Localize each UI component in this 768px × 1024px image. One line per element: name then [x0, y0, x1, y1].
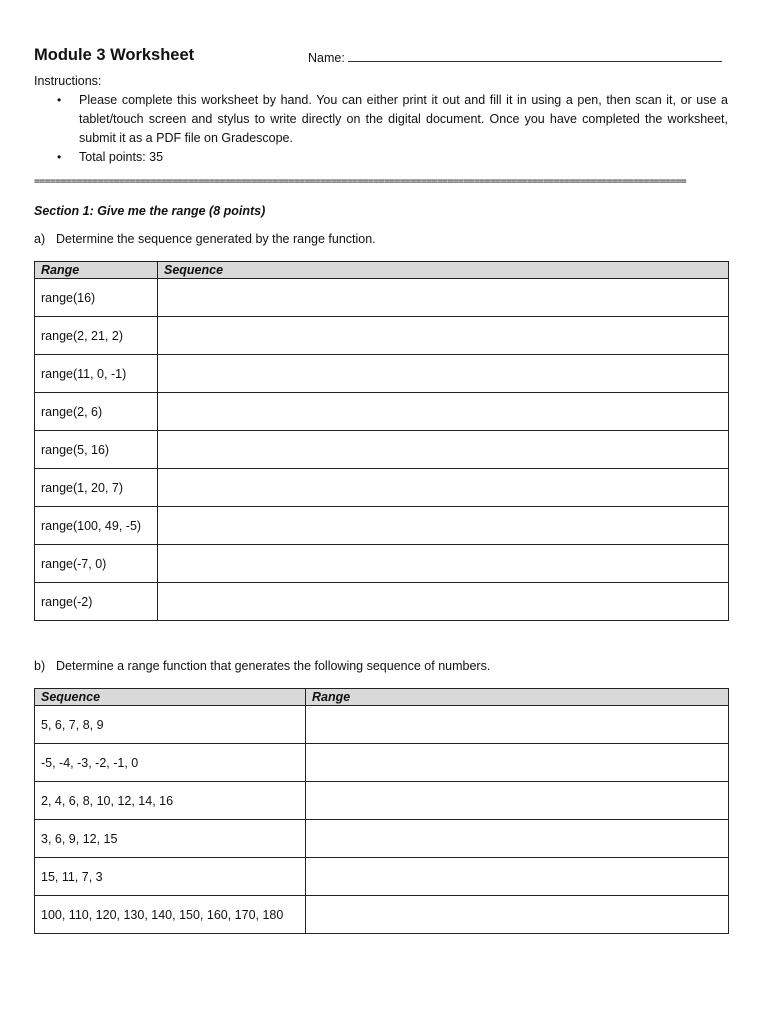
answer-cell[interactable]	[158, 507, 729, 545]
table-row	[35, 355, 729, 393]
table-row	[35, 507, 729, 545]
divider-line: ===========================================================================================================================	[34, 176, 686, 187]
sequence-to-range-table	[34, 688, 729, 934]
prompt-cell: range(-7, 0)	[35, 545, 158, 583]
prompt-cell: 2, 4, 6, 8, 10, 12, 14, 16	[35, 782, 306, 820]
table-row	[35, 820, 729, 858]
question-b-label: b)	[34, 659, 46, 673]
name-field	[308, 50, 722, 65]
prompt-cell: range(5, 16)	[35, 431, 158, 469]
answer-cell[interactable]	[158, 469, 729, 507]
section-title: Section 1: Give me the range (8 points)	[34, 204, 266, 218]
name-blank-line	[348, 50, 722, 62]
prompt-cell: range(1, 20, 7)	[35, 469, 158, 507]
prompt-cell: -5, -4, -3, -2, -1, 0	[35, 744, 306, 782]
answer-cell[interactable]	[158, 317, 729, 355]
instructions-list	[34, 91, 728, 167]
answer-cell[interactable]	[158, 393, 729, 431]
worksheet-page	[34, 46, 728, 934]
column-header-sequence: Sequence	[158, 262, 729, 279]
answer-cell[interactable]	[158, 431, 729, 469]
table-row	[35, 469, 729, 507]
answer-cell[interactable]	[158, 583, 729, 621]
table-row	[35, 583, 729, 621]
answer-cell[interactable]	[306, 820, 729, 858]
prompt-cell: range(16)	[35, 279, 158, 317]
table-row	[35, 706, 729, 744]
prompt-cell: range(100, 49, -5)	[35, 507, 158, 545]
question-b-text: Determine a range function that generates the following sequence of numbers.	[56, 659, 491, 673]
column-header-sequence: Sequence	[35, 689, 306, 706]
prompt-cell: 15, 11, 7, 3	[35, 858, 306, 896]
instructions-label: Instructions:	[34, 74, 102, 88]
answer-cell[interactable]	[306, 744, 729, 782]
prompt-cell: range(2, 21, 2)	[35, 317, 158, 355]
page-title: Module 3 Worksheet	[34, 46, 195, 64]
prompt-cell: range(-2)	[35, 583, 158, 621]
answer-cell[interactable]	[158, 545, 729, 583]
table-row	[35, 545, 729, 583]
question-a	[34, 231, 728, 247]
name-label: Name:	[308, 51, 345, 65]
column-header-range: Range	[35, 262, 158, 279]
column-header-range: Range	[306, 689, 729, 706]
prompt-cell: 100, 110, 120, 130, 140, 150, 160, 170, 180	[35, 896, 306, 934]
prompt-cell: 3, 6, 9, 12, 15	[35, 820, 306, 858]
table-row	[35, 431, 729, 469]
answer-cell[interactable]	[306, 896, 729, 934]
question-a-label: a)	[34, 232, 46, 246]
prompt-cell: 5, 6, 7, 8, 9	[35, 706, 306, 744]
question-b	[34, 658, 728, 674]
answer-cell[interactable]	[306, 858, 729, 896]
table-row	[35, 279, 729, 317]
range-to-sequence-table	[34, 261, 729, 621]
table-row	[35, 317, 729, 355]
prompt-cell: range(2, 6)	[35, 393, 158, 431]
answer-cell[interactable]	[158, 279, 729, 317]
answer-cell[interactable]	[158, 355, 729, 393]
instruction-item: • Please complete this worksheet by hand. You can either print it out and fill it in using a pen, then scan it, or use a tablet/touch screen and stylus to write directly on the digital document. Once you have completed the worksheet, submit it as a PDF file on Gradescope.	[79, 91, 728, 148]
table-row	[35, 782, 729, 820]
table-row	[35, 393, 729, 431]
table-row	[35, 744, 729, 782]
instruction-item: • Total points: 35	[79, 148, 728, 167]
answer-cell[interactable]	[306, 706, 729, 744]
answer-cell[interactable]	[306, 782, 729, 820]
question-a-text: Determine the sequence generated by the range function.	[56, 232, 376, 246]
header-row	[34, 46, 728, 68]
table-row	[35, 858, 729, 896]
prompt-cell: range(11, 0, -1)	[35, 355, 158, 393]
table-row	[35, 896, 729, 934]
